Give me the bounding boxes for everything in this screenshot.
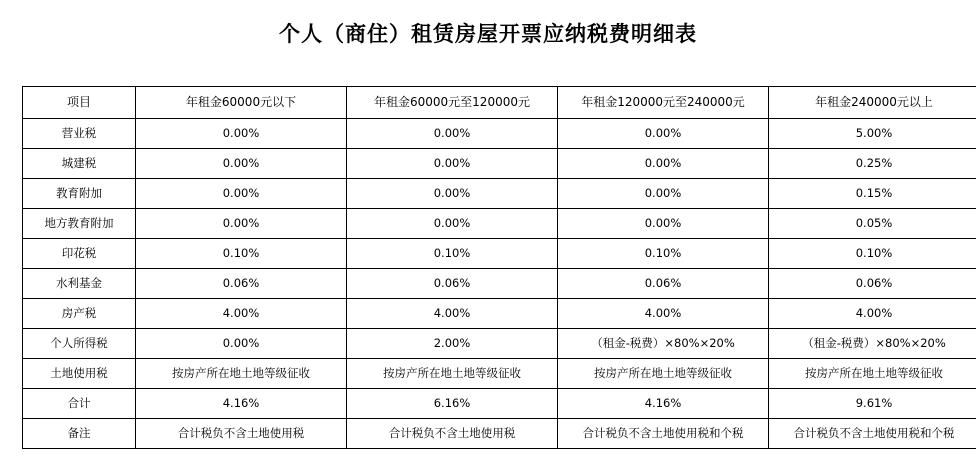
row-label: 备注 xyxy=(23,419,136,449)
row-label: 土地使用税 xyxy=(23,359,136,389)
row-value: 按房产所在地土地等级征收 xyxy=(347,359,558,389)
row-value: 0.00% xyxy=(347,149,558,179)
row-value: 0.00% xyxy=(136,119,347,149)
row-value: 合计税负不含土地使用税 xyxy=(136,419,347,449)
row-label: 地方教育附加 xyxy=(23,209,136,239)
row-value: 0.00% xyxy=(347,119,558,149)
row-value: 按房产所在地土地等级征收 xyxy=(558,359,769,389)
row-value: 4.16% xyxy=(136,389,347,419)
row-value: 0.06% xyxy=(558,269,769,299)
table-container xyxy=(0,86,976,449)
row-label: 个人所得税 xyxy=(23,329,136,359)
row-value: 2.00% xyxy=(347,329,558,359)
table-row xyxy=(23,419,976,449)
row-label: 印花税 xyxy=(23,239,136,269)
column-header-tier-1: 年租金60000元以下 xyxy=(136,87,347,119)
page-title: 个人（商住）租赁房屋开票应纳税费明细表 xyxy=(279,22,697,46)
row-value: 0.00% xyxy=(136,209,347,239)
row-label: 水利基金 xyxy=(23,269,136,299)
row-value: 4.16% xyxy=(558,389,769,419)
row-value: 0.00% xyxy=(558,179,769,209)
column-header-item: 项目 xyxy=(23,87,136,119)
table-row xyxy=(23,359,976,389)
row-value: （租金-税费）×80%×20% xyxy=(769,329,976,359)
row-value: 合计税负不含土地使用税和个税 xyxy=(558,419,769,449)
table-row xyxy=(23,239,976,269)
column-header-tier-4: 年租金240000元以上 xyxy=(769,87,976,119)
row-value: 0.00% xyxy=(136,179,347,209)
row-value: 0.00% xyxy=(558,119,769,149)
row-label: 城建税 xyxy=(23,149,136,179)
row-value: 0.00% xyxy=(558,149,769,179)
row-value: 0.25% xyxy=(769,149,976,179)
row-value: 合计税负不含土地使用税和个税 xyxy=(769,419,976,449)
table-row xyxy=(23,149,976,179)
row-value: 0.00% xyxy=(347,179,558,209)
table-row xyxy=(23,119,976,149)
table-row xyxy=(23,209,976,239)
row-value: 0.00% xyxy=(347,209,558,239)
row-value: 0.10% xyxy=(347,239,558,269)
row-label: 房产税 xyxy=(23,299,136,329)
row-value: 4.00% xyxy=(769,299,976,329)
table-row xyxy=(23,269,976,299)
row-value: 0.10% xyxy=(769,239,976,269)
row-label: 营业税 xyxy=(23,119,136,149)
row-value: 4.00% xyxy=(558,299,769,329)
row-value: 4.00% xyxy=(347,299,558,329)
table-header-row xyxy=(23,87,976,119)
row-value: 按房产所在地土地等级征收 xyxy=(769,359,976,389)
row-value: 5.00% xyxy=(769,119,976,149)
tax-detail-table xyxy=(22,86,976,449)
row-value: 合计税负不含土地使用税 xyxy=(347,419,558,449)
row-value: 4.00% xyxy=(136,299,347,329)
column-header-tier-2: 年租金60000元至120000元 xyxy=(347,87,558,119)
row-value: 0.06% xyxy=(769,269,976,299)
row-value: 0.00% xyxy=(136,149,347,179)
row-value: 按房产所在地土地等级征收 xyxy=(136,359,347,389)
row-value: 6.16% xyxy=(347,389,558,419)
table-row xyxy=(23,329,976,359)
row-value: 0.10% xyxy=(558,239,769,269)
table-row xyxy=(23,389,976,419)
row-value: 0.00% xyxy=(558,209,769,239)
table-row xyxy=(23,179,976,209)
row-value: 0.06% xyxy=(347,269,558,299)
column-header-tier-3: 年租金120000元至240000元 xyxy=(558,87,769,119)
row-label: 合计 xyxy=(23,389,136,419)
row-value: 0.10% xyxy=(136,239,347,269)
row-value: 0.15% xyxy=(769,179,976,209)
row-value: 0.05% xyxy=(769,209,976,239)
row-value: 0.00% xyxy=(136,329,347,359)
table-row xyxy=(23,299,976,329)
row-value: （租金-税费）×80%×20% xyxy=(558,329,769,359)
row-value: 9.61% xyxy=(769,389,976,419)
row-value: 0.06% xyxy=(136,269,347,299)
row-label: 教育附加 xyxy=(23,179,136,209)
